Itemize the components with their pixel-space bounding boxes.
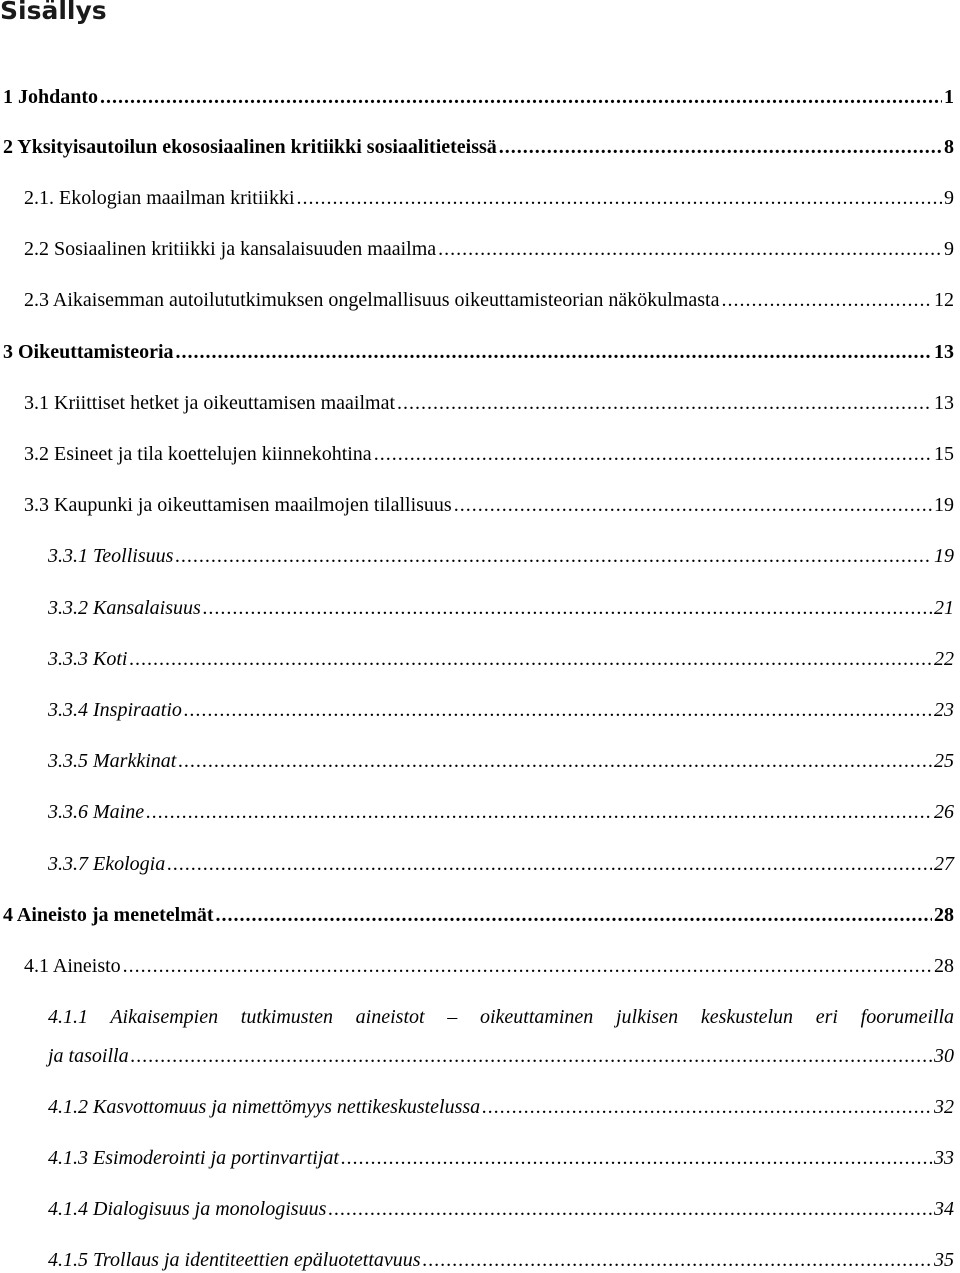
toc-entry-3-3-4[interactable] (48, 697, 954, 723)
toc-entry-4-1-4[interactable] (48, 1196, 954, 1222)
toc-entry-3[interactable] (3, 339, 954, 365)
toc-entry-page: 8 (944, 136, 954, 158)
toc-entry-3-3[interactable] (24, 492, 954, 518)
toc-entry-title: 3 Oikeuttamisteoria (3, 341, 174, 363)
toc-entry-4-1[interactable] (24, 953, 954, 979)
dot-leader (423, 1247, 932, 1273)
toc-entry-title: 4.1.2 Kasvottomuus ja nimettömyys nettikeskustelussa (48, 1096, 481, 1118)
dot-leader (341, 1145, 932, 1171)
toc-entry-title: 3.3 Kaupunki ja oikeuttamisen maailmojen tilallisuus (24, 494, 452, 516)
toc-entry-title: 2.3 Aikaisemman autoilututkimuksen ongelmallisuus oikeuttamisteorian näkökulmasta (24, 289, 720, 311)
toc-entry-3-3-1[interactable] (48, 543, 954, 569)
toc-entry-title: 3.3.4 Inspiraatio (48, 699, 182, 721)
toc-entry-page: 25 (934, 750, 954, 772)
toc-entry-title: 4.1 Aineisto (24, 955, 121, 977)
toc-entry-title: 3.3.2 Kansalaisuus (48, 597, 201, 619)
dot-leader (100, 84, 942, 110)
dot-leader (397, 390, 932, 416)
toc-entry-title: 3.3.3 Koti (48, 648, 128, 670)
dot-leader (129, 646, 932, 672)
toc-entry-title: 3.2 Esineet ja tila koettelujen kiinnekohtina (24, 443, 372, 465)
toc-entry-4-1-1-line1[interactable] (48, 1004, 954, 1030)
toc-entry-page: 22 (934, 648, 954, 670)
dot-leader (184, 697, 932, 723)
dot-leader (203, 595, 932, 621)
toc-entry-page: 1 (944, 86, 954, 108)
dot-leader (374, 441, 932, 467)
toc-entry-title: 3.3.6 Maine (48, 801, 145, 823)
toc-entry-page: 9 (944, 238, 954, 260)
toc-entry-title: 2.2 Sosiaalinen kritiikki ja kansalaisuuden maailma (24, 238, 437, 260)
toc-entry-title: ja tasoilla (48, 1045, 129, 1067)
toc-entry-page: 27 (934, 853, 954, 875)
toc-entry-page: 26 (934, 801, 954, 823)
toc-entry-title: 1 Johdanto (3, 86, 99, 108)
toc-entry-title: 3.3.7 Ekologia (48, 853, 166, 875)
toc-entry-4-1-2[interactable] (48, 1094, 954, 1120)
toc-entry-page: 32 (934, 1096, 954, 1118)
toc-entry-title: 4 Aineisto ja menetelmät (3, 904, 214, 926)
toc-entry-title: 3.3.5 Markkinat (48, 750, 177, 772)
toc-entry-page: 33 (934, 1147, 954, 1169)
dot-leader (175, 543, 932, 569)
toc-entry-title: 4.1.4 Dialogisuus ja monologisuus (48, 1198, 327, 1220)
toc-entry-page: 13 (934, 341, 954, 363)
toc-entry-title: 2 Yksityisautoilun ekososiaalinen kritiikki sosiaalitieteissä (3, 136, 497, 158)
toc-entry-2-2[interactable] (24, 236, 954, 262)
toc-entry-page: 34 (934, 1198, 954, 1220)
dot-leader (178, 748, 932, 774)
toc-entry-4-1-3[interactable] (48, 1145, 954, 1171)
toc-entry-2-3[interactable] (24, 287, 954, 313)
toc-entry-page: 28 (934, 955, 954, 977)
toc-entry-4-1-5[interactable] (48, 1247, 954, 1273)
toc-entry-page: 12 (934, 289, 954, 311)
toc-entry-title: 4.1.1 Aikaisempien tutkimusten aineistot – oikeuttaminen julkisen keskustelun eri foorumeilla (48, 1006, 954, 1028)
toc-entry-3-3-5[interactable] (48, 748, 954, 774)
dot-leader (499, 134, 942, 160)
toc-entry-title: 3.1 Kriittiset hetket ja oikeuttamisen maailmat (24, 392, 396, 414)
dot-leader (297, 185, 942, 211)
toc-entry-2[interactable] (3, 134, 954, 160)
dot-leader (176, 339, 932, 365)
toc-entry-2-1[interactable] (24, 185, 954, 211)
toc-entry-page: 28 (934, 904, 954, 926)
dot-leader (216, 902, 932, 928)
page-title: Sisällys (0, 0, 107, 25)
toc-entry-3-1[interactable] (24, 390, 954, 416)
toc-entry-title: 4.1.5 Trollaus ja identiteettien epäluotettavuus (48, 1249, 421, 1271)
toc-entry-3-3-6[interactable] (48, 799, 954, 825)
toc-entry-page: 13 (934, 392, 954, 414)
dot-leader (167, 851, 932, 877)
toc-entry-3-3-2[interactable] (48, 595, 954, 621)
toc-entry-page: 23 (934, 699, 954, 721)
dot-leader (482, 1094, 932, 1120)
toc-entry-page: 35 (934, 1249, 954, 1271)
toc-entry-page: 19 (934, 545, 954, 567)
toc-entry-3-3-7[interactable] (48, 851, 954, 877)
toc-entry-title: 3.3.1 Teollisuus (48, 545, 174, 567)
toc-entry-1[interactable] (3, 84, 954, 110)
dot-leader (454, 492, 932, 518)
toc-entry-title: 4.1.3 Esimoderointi ja portinvartijat (48, 1147, 339, 1169)
dot-leader (131, 1043, 932, 1069)
dot-leader (438, 236, 942, 262)
toc-entry-page: 30 (934, 1045, 954, 1067)
toc-entry-page: 21 (934, 597, 954, 619)
toc-entry-title: 2.1. Ekologian maailman kritiikki (24, 187, 295, 209)
dot-leader (123, 953, 932, 979)
toc-entry-page: 9 (944, 187, 954, 209)
dot-leader (146, 799, 932, 825)
toc-entry-page: 15 (934, 443, 954, 465)
toc-entry-3-3-3[interactable] (48, 646, 954, 672)
dot-leader (721, 287, 932, 313)
toc-entry-page: 19 (934, 494, 954, 516)
toc-entry-4[interactable] (3, 902, 954, 928)
toc-entry-4-1-1[interactable] (48, 1043, 954, 1069)
dot-leader (328, 1196, 932, 1222)
toc-entry-3-2[interactable] (24, 441, 954, 467)
